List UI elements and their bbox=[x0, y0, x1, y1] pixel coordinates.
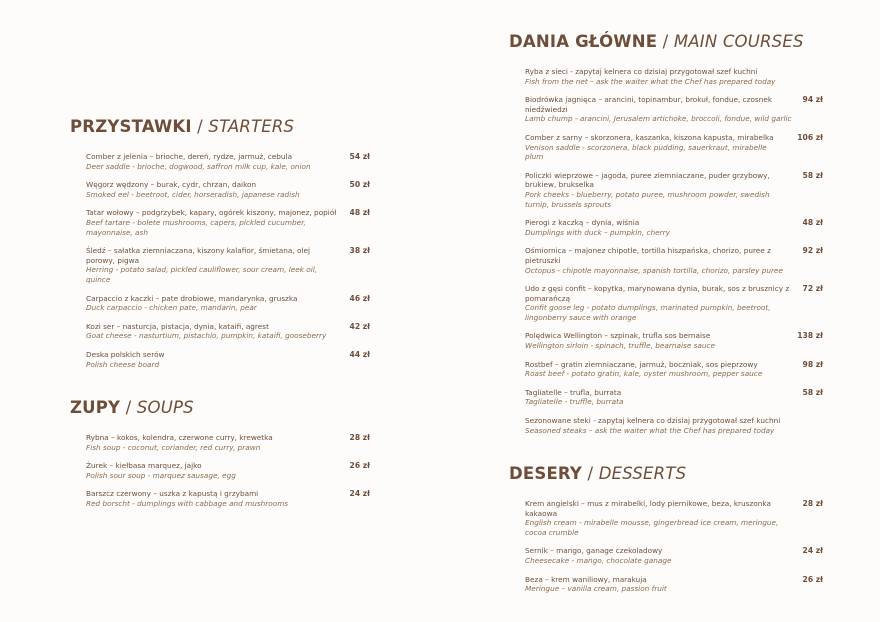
menu-item-text bbox=[86, 461, 350, 480]
dish-price: 54 zł bbox=[349, 152, 370, 161]
menu-item bbox=[525, 67, 823, 86]
menu-item bbox=[525, 95, 823, 124]
dish-name-en: Polish sour soup - marquez sausage, egg bbox=[86, 470, 236, 480]
menu-item-text bbox=[525, 133, 797, 162]
dish-name-en: Fish from the net – ask the waiter what the Chef has prepared today bbox=[525, 76, 776, 86]
dish-name-en: Goat cheese - nasturtium, pistachio, pumpkin, kataifi, gooseberry bbox=[86, 331, 327, 341]
menu-item bbox=[525, 331, 823, 350]
menu-item bbox=[525, 416, 823, 435]
section-soups bbox=[70, 398, 370, 518]
item-list bbox=[525, 67, 823, 435]
menu-item-text bbox=[86, 180, 350, 199]
dish-price: 92 zł bbox=[802, 246, 823, 256]
dish-name-en: Venison saddle - scorzonera, black pudding, sauerkraut, mirabelle plum bbox=[525, 142, 767, 162]
section-title-pl: ZUPY bbox=[70, 398, 121, 417]
dish-price: 42 zł bbox=[349, 321, 370, 331]
section-title-en: DESSERTS bbox=[598, 464, 687, 483]
menu-item bbox=[525, 246, 823, 275]
dish-name-en: Herring - potato salad, pickled cauliflower, sour cream, leek oil, quince bbox=[86, 265, 318, 284]
dish-price: 46 zł bbox=[349, 293, 370, 303]
dish-name-en: Dumplings with duck – pumpkin, cherry bbox=[525, 227, 670, 237]
dish-name-pl: Węgorz wędzony – burak, cydr, chrzan, daikon bbox=[86, 180, 257, 190]
section-title-pl: DESERY bbox=[509, 464, 583, 483]
dish-name-en: English cream - mirabelle mousse, gingerbread ice cream, meringue, cocoa crumble bbox=[525, 518, 779, 537]
dish-price: 38 zł bbox=[349, 246, 370, 256]
menu-item bbox=[525, 360, 823, 379]
menu-item-text bbox=[86, 208, 350, 237]
dish-name-pl: Kozi ser – nasturcja, pistacja, dynia, kataifi, agrest bbox=[86, 321, 269, 331]
dish-price: 98 zł bbox=[802, 359, 823, 369]
menu-item-text bbox=[86, 433, 350, 452]
menu-item bbox=[86, 489, 370, 508]
dish-name-pl: Pierogi z kaczką – dynia, wiśnia bbox=[525, 218, 640, 228]
menu-item bbox=[525, 499, 823, 537]
dish-name-pl: Ryba z sieci - zapytaj kelnera co dzisiaj przygotował szef kuchni bbox=[525, 67, 758, 76]
dish-price: 58 zł bbox=[802, 170, 823, 180]
menu-item-text bbox=[525, 284, 803, 322]
dish-price: 94 zł bbox=[802, 95, 823, 105]
menu-item-text bbox=[86, 246, 350, 284]
dish-name-pl: Polędwica Wellington – szpinak, trufla sos bernaise bbox=[525, 331, 711, 341]
menu-item-text bbox=[525, 171, 803, 209]
section-title: DANIA GŁÓWNE / MAIN COURSES bbox=[509, 32, 804, 51]
menu-item bbox=[86, 433, 370, 452]
dish-price: 26 zł bbox=[802, 574, 823, 584]
menu-item-text bbox=[86, 152, 350, 171]
item-list bbox=[86, 433, 370, 509]
dish-name-pl: Tatar wołowy – podgrzybek, kapary, ogórek kiszony, majonez, popiół bbox=[86, 208, 337, 218]
dish-name-pl: Carpaccio z kaczki – pate drobiowe, mandarynka, gruszka bbox=[86, 293, 298, 303]
dish-price: 58 zł bbox=[802, 387, 823, 397]
section-title: DESERY / DESSERTS bbox=[509, 464, 687, 483]
menu-item-text bbox=[525, 218, 803, 237]
section-title: ZUPY / SOUPS bbox=[70, 398, 194, 417]
dish-name-en: Fish soup - coconut, coriander, red curry, prawn bbox=[86, 442, 261, 452]
dish-name-pl: Rostbef – gratin ziemniaczane, jarmuż, boczniak, sos pieprzowy bbox=[525, 359, 758, 369]
dish-name-pl: Biodrówka jagnięca – arancini, topinambur, brokuł, fondue, czosnek niedźwiedzi bbox=[525, 95, 773, 114]
item-list bbox=[86, 152, 370, 369]
menu-item bbox=[525, 284, 823, 322]
menu-item bbox=[86, 208, 370, 237]
menu-item bbox=[525, 218, 823, 237]
dish-name-pl: Policzki wieprzowe – jagoda, puree ziemniaczane, puder grzybowy, brukiew, brukselka bbox=[525, 170, 770, 190]
menu-item-text bbox=[525, 67, 823, 86]
menu-item-text bbox=[525, 499, 803, 537]
dish-name-en: Seasoned steaks – ask the waiter what the Chef has prepared today bbox=[525, 425, 775, 435]
menu-item-text bbox=[525, 575, 803, 594]
dish-name-en: Red borscht - dumplings with cabbage and mushrooms bbox=[86, 498, 289, 508]
dish-price: 48 zł bbox=[349, 208, 370, 218]
dish-name-en: Polish cheese board bbox=[86, 359, 160, 369]
menu-item bbox=[86, 152, 370, 171]
dish-name-en: Beef tartare - bolete mushrooms, capers, pickled cucumber, mayonnaise, ash bbox=[86, 217, 306, 237]
section-main-courses bbox=[509, 32, 823, 444]
dish-name-pl: Ośmiornica – majonez chipotle, tortilla hiszpańska, chorizo, puree z pietruszki bbox=[525, 246, 771, 265]
dish-name-en: Wellington sirloin - spinach, truffle, bearnaise sauce bbox=[525, 341, 716, 351]
menu-item bbox=[86, 461, 370, 480]
dish-name-pl: Śledź – sałatka ziemniaczana, kiszony kalafior, śmietana, olej porowy, pigwa bbox=[86, 246, 310, 265]
dish-price: 28 zł bbox=[349, 433, 370, 442]
menu-item-text bbox=[86, 350, 350, 369]
section-title-en: SOUPS bbox=[136, 398, 194, 417]
dish-name-pl: Comber z jelenia – brioche, dereń, rydze, jarmuż, cebula bbox=[86, 152, 293, 161]
dish-name-pl: Sernik – mango, ganage czekoladowy bbox=[525, 546, 663, 556]
menu-item-text bbox=[86, 294, 350, 313]
dish-price: 28 zł bbox=[802, 499, 823, 508]
dish-name-en: Pork cheeks - blueberry, potato puree, mushroom powder, swedish turnip, brussels sprouts bbox=[525, 189, 770, 209]
dish-price: 26 zł bbox=[349, 461, 370, 471]
dish-price: 138 zł bbox=[797, 331, 823, 341]
menu-item-text bbox=[525, 416, 823, 435]
item-list bbox=[525, 499, 823, 594]
dish-name-en: Octopus - chipotle mayonnaise, spanish tortilla, chorizo, parsley puree bbox=[525, 265, 783, 275]
menu-item bbox=[525, 575, 823, 594]
section-title-pl: DANIA GŁÓWNE bbox=[509, 32, 658, 51]
menu-item bbox=[525, 388, 823, 407]
section-title-pl: PRZYSTAWKI bbox=[70, 117, 192, 136]
dish-price: 24 zł bbox=[802, 546, 823, 556]
menu-item-text bbox=[525, 546, 803, 565]
dish-name-en: Duck carpaccio - chicken pate, mandarin, pear bbox=[86, 303, 257, 313]
section-starters bbox=[70, 117, 370, 378]
dish-price: 24 zł bbox=[349, 489, 370, 499]
dish-name-pl: Żurek – kiełbasa marquez, jajko bbox=[86, 461, 202, 471]
menu-item bbox=[525, 171, 823, 209]
menu-item-text bbox=[525, 360, 803, 379]
dish-name-en: Roast beef - potato gratin, kale, oyster mushroom, pepper sauce bbox=[525, 369, 763, 379]
dish-name-pl: Deska polskich serów bbox=[86, 349, 165, 359]
dish-name-en: Confit goose leg - potato dumplings, marinated pumpkin, beetroot, lingonberry sauce with orange bbox=[525, 303, 771, 322]
dish-price: 50 zł bbox=[349, 180, 370, 190]
dish-name-pl: Sezonowane steki - zapytaj kelnera co dzisiaj przygotował szef kuchni bbox=[525, 416, 781, 426]
section-title-en: MAIN COURSES bbox=[673, 32, 804, 51]
menu-item-text bbox=[525, 95, 803, 124]
dish-price: 44 zł bbox=[349, 349, 370, 359]
section-title-en: STARTERS bbox=[208, 117, 295, 136]
menu-item bbox=[86, 246, 370, 284]
menu-item-text bbox=[525, 388, 803, 407]
dish-price: 72 zł bbox=[802, 284, 823, 294]
menu-item-text bbox=[525, 331, 797, 350]
dish-price: 106 zł bbox=[797, 132, 823, 142]
dish-name-en: Tagliatelle - truffle, burrata bbox=[525, 397, 624, 407]
menu-item bbox=[525, 546, 823, 565]
dish-name-pl: Udo z gęsi confit – kopytka, marynowana dynia, burak, sos z brusznicy z pomarańczą bbox=[525, 284, 790, 303]
dish-name-pl: Beza – krem waniliowy, marakuja bbox=[525, 574, 647, 584]
menu-item bbox=[86, 350, 370, 369]
menu-item bbox=[86, 322, 370, 341]
dish-name-pl: Barszcz czerwony – uszka z kapustą i grzybami bbox=[86, 489, 259, 499]
menu-item-text bbox=[525, 246, 803, 275]
menu-item-text bbox=[86, 322, 350, 341]
menu-item-text bbox=[86, 489, 350, 508]
menu-item bbox=[86, 294, 370, 313]
dish-name-pl: Krem angielski – mus z mirabelki, lody piernikowe, beza, kruszonka kakaowa bbox=[525, 499, 771, 518]
menu-item bbox=[86, 180, 370, 199]
dish-name-pl: Tagliatelle – trufla, burrata bbox=[525, 387, 622, 397]
section-title: PRZYSTAWKI / STARTERS bbox=[70, 117, 295, 136]
dish-name-en: Cheesecake - mango, chocolate ganage bbox=[525, 555, 672, 565]
dish-name-en: Meringue – vanilla cream, passion fruit bbox=[525, 584, 667, 594]
section-desserts bbox=[509, 464, 823, 603]
dish-name-pl: Comber z sarny – skorzonera, kaszanka, kiszona kapusta, mirabelka bbox=[525, 132, 774, 142]
menu-item bbox=[525, 133, 823, 162]
dish-name-en: Smoked eel - beetroot, cider, horseradish, japanese radish bbox=[86, 189, 300, 199]
dish-name-en: Deer saddle - brioche, dogwood, saffron milk cup, kale, onion bbox=[86, 161, 311, 171]
dish-price: 48 zł bbox=[802, 218, 823, 228]
dish-name-en: Lamb chump - arancini, Jerusalem artichoke, broccoli, fondue, wild garlic bbox=[525, 114, 792, 124]
dish-name-pl: Rybna – kokos, kolendra, czerwone curry, krewetka bbox=[86, 433, 273, 442]
